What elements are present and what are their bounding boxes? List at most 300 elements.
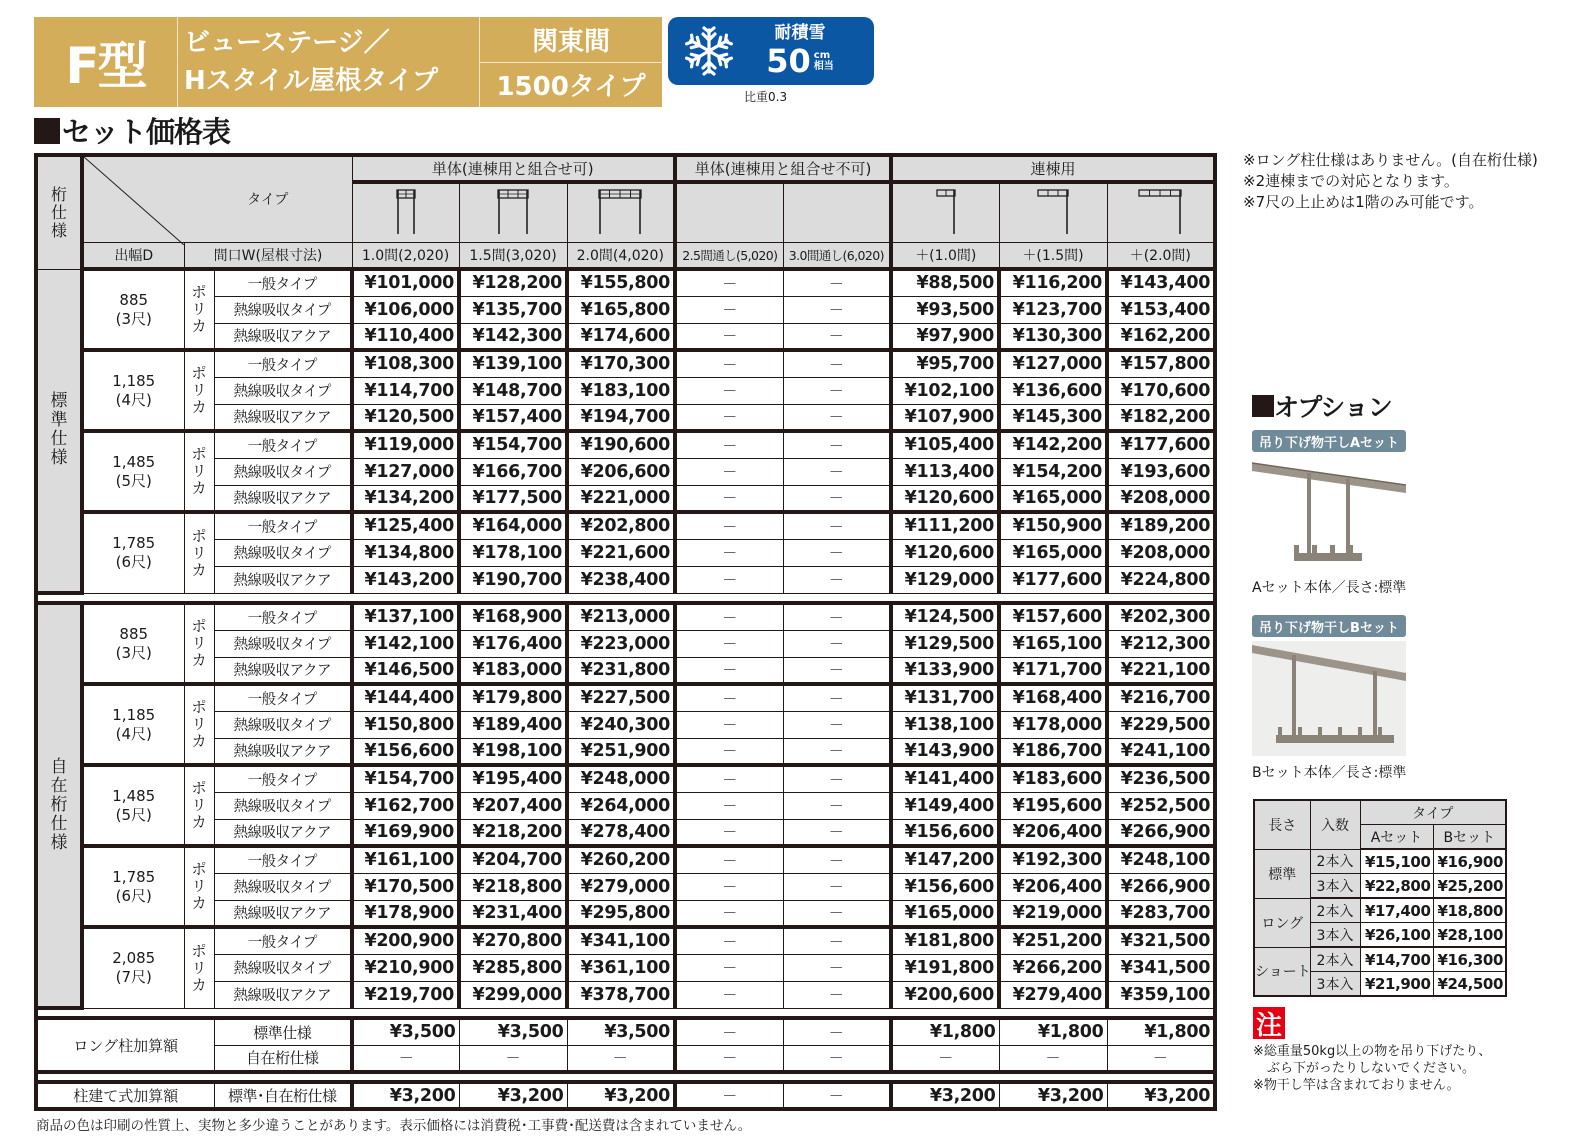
material-char: カ bbox=[191, 398, 207, 416]
price-cell: ¥142,300 bbox=[459, 323, 567, 350]
price-cell: － bbox=[675, 873, 783, 900]
option-price-table bbox=[1253, 799, 1507, 997]
table-row bbox=[36, 269, 1215, 296]
note-line: ※2連棟までの対応となります。 bbox=[1243, 172, 1459, 190]
price-cell: ¥189,400 bbox=[459, 711, 567, 738]
price-cell: ¥178,100 bbox=[459, 539, 567, 566]
material-cell bbox=[184, 603, 214, 684]
b-set-price: ¥16,900 bbox=[1433, 849, 1506, 874]
price-cell: ¥120,600 bbox=[891, 485, 999, 512]
price-cell: ¥241,100 bbox=[1107, 738, 1215, 765]
price-cell: － bbox=[675, 1045, 783, 1072]
price-cell: － bbox=[783, 792, 891, 819]
price-cell: － bbox=[675, 269, 783, 296]
column-label: ＋(1.5間) bbox=[999, 242, 1107, 269]
length-label: ショート bbox=[1254, 947, 1310, 996]
material-char: カ bbox=[191, 894, 207, 912]
price-cell: － bbox=[675, 1082, 783, 1109]
price-cell: ¥136,600 bbox=[999, 377, 1107, 404]
price-cell: ¥3,500 bbox=[352, 1018, 459, 1045]
material-char: カ bbox=[191, 560, 207, 579]
material-char: リ bbox=[191, 381, 207, 399]
price-cell: ¥224,800 bbox=[1107, 566, 1215, 593]
depth-cell bbox=[82, 512, 184, 593]
qty-label: 3本入 bbox=[1310, 972, 1360, 997]
price-cell: ¥88,500 bbox=[891, 269, 999, 296]
price-cell: ¥216,700 bbox=[1107, 684, 1215, 711]
note-line: ※7尺の上止めは1階のみ可能です。 bbox=[1243, 193, 1484, 211]
roof-type-label: 熱線吸収タイプ bbox=[214, 954, 352, 981]
price-cell: － bbox=[783, 1045, 891, 1072]
price-cell: ¥206,600 bbox=[567, 458, 675, 485]
length-header: 長さ bbox=[1254, 800, 1310, 849]
price-cell: ¥231,400 bbox=[459, 900, 567, 927]
span-spec bbox=[480, 17, 662, 107]
depth-cell bbox=[82, 431, 184, 512]
price-cell: ¥177,600 bbox=[1107, 431, 1215, 458]
depth-cell bbox=[82, 684, 184, 765]
b-set-price: ¥24,500 bbox=[1433, 972, 1506, 997]
price-cell: ¥278,400 bbox=[567, 819, 675, 846]
price-cell: ¥165,100 bbox=[999, 630, 1107, 657]
price-cell: － bbox=[675, 1018, 783, 1045]
depth-shaku: (4尺) bbox=[115, 390, 152, 409]
price-cell: ¥142,200 bbox=[999, 431, 1107, 458]
price-cell: ¥164,000 bbox=[459, 512, 567, 539]
price-cell: ¥153,400 bbox=[1107, 296, 1215, 323]
material-cell bbox=[184, 765, 214, 846]
price-cell: － bbox=[1107, 1045, 1215, 1072]
price-cell: － bbox=[459, 1045, 567, 1072]
price-cell: ¥161,100 bbox=[352, 846, 459, 873]
roof-type-label: 熱線吸収アクア bbox=[214, 738, 352, 765]
price-cell: ¥221,100 bbox=[1107, 657, 1215, 684]
material-char: リ bbox=[191, 462, 207, 480]
price-cell: ¥238,400 bbox=[567, 566, 675, 593]
section-title: セット価格表 bbox=[34, 110, 230, 151]
price-cell: ¥138,100 bbox=[891, 711, 999, 738]
price-cell: ¥137,100 bbox=[352, 603, 459, 630]
depth-shaku: (4尺) bbox=[115, 724, 152, 743]
price-cell: ¥125,400 bbox=[352, 512, 459, 539]
single-2-bay-frame-icon bbox=[567, 182, 675, 242]
price-cell: ¥150,900 bbox=[999, 512, 1107, 539]
material-char: カ bbox=[191, 732, 207, 750]
price-table bbox=[34, 153, 1217, 1111]
price-cell: ¥251,900 bbox=[567, 738, 675, 765]
price-cell: ¥270,800 bbox=[459, 927, 567, 954]
material-char: リ bbox=[191, 958, 207, 977]
qty-label: 2本入 bbox=[1310, 947, 1360, 972]
spec-label-char: 仕 bbox=[50, 814, 68, 834]
single-1.5-bay-frame-icon bbox=[459, 182, 567, 242]
b-set-price: ¥25,200 bbox=[1433, 874, 1506, 899]
depth-shaku: (6尺) bbox=[115, 553, 152, 572]
price-cell: ¥218,200 bbox=[459, 819, 567, 846]
price-cell: ¥147,200 bbox=[891, 846, 999, 873]
square-bullet-icon bbox=[34, 118, 60, 144]
price-cell: ¥105,400 bbox=[891, 431, 999, 458]
roof-type-label: 熱線吸収アクア bbox=[214, 981, 352, 1008]
spec-header-char: 桁 bbox=[50, 184, 67, 204]
material-cell bbox=[184, 512, 214, 593]
price-cell: ¥129,500 bbox=[891, 630, 999, 657]
price-cell: ¥174,600 bbox=[567, 323, 675, 350]
price-cell: ¥143,200 bbox=[352, 566, 459, 593]
depth-value: 1,485 bbox=[112, 452, 156, 471]
roof-type-label: 熱線吸収タイプ bbox=[214, 377, 352, 404]
option-b-caption: Bセット本体／長さ:標準 bbox=[1252, 765, 1407, 781]
depth-label: 出幅D bbox=[82, 242, 184, 269]
price-cell: ¥181,800 bbox=[891, 927, 999, 954]
price-cell: ¥134,200 bbox=[352, 485, 459, 512]
price-cell: ¥359,100 bbox=[1107, 981, 1215, 1008]
price-cell: ¥128,200 bbox=[459, 269, 567, 296]
depth-shaku: (5尺) bbox=[115, 805, 152, 824]
price-cell: － bbox=[675, 927, 783, 954]
price-cell: － bbox=[675, 404, 783, 431]
price-cell: ¥183,100 bbox=[567, 377, 675, 404]
note-line: ※ロング柱仕様はありません。(自在桁仕様) bbox=[1243, 151, 1538, 169]
price-cell: ¥93,500 bbox=[891, 296, 999, 323]
material-char: リ bbox=[191, 715, 207, 733]
price-cell: ¥295,800 bbox=[567, 900, 675, 927]
price-cell: ¥186,700 bbox=[999, 738, 1107, 765]
price-cell: ¥183,000 bbox=[459, 657, 567, 684]
price-cell: ¥206,400 bbox=[999, 873, 1107, 900]
depth-shaku: (3尺) bbox=[115, 309, 152, 328]
spec-header bbox=[36, 155, 82, 269]
price-cell: － bbox=[783, 603, 891, 630]
price-cell: － bbox=[675, 458, 783, 485]
depth-value: 885 bbox=[119, 624, 149, 643]
depth-cell bbox=[82, 927, 184, 1008]
material-cell bbox=[184, 684, 214, 765]
caution-text bbox=[1253, 1043, 1491, 1094]
qty-header: 入数 bbox=[1310, 800, 1360, 849]
price-cell: ¥227,500 bbox=[567, 684, 675, 711]
price-cell: － bbox=[675, 377, 783, 404]
price-cell: － bbox=[783, 684, 891, 711]
price-cell: － bbox=[783, 819, 891, 846]
roof-type-label: 熱線吸収タイプ bbox=[214, 539, 352, 566]
price-cell: ¥141,400 bbox=[891, 765, 999, 792]
roof-type-label: 熱線吸収アクア bbox=[214, 819, 352, 846]
qty-label: 2本入 bbox=[1310, 898, 1360, 923]
roof-type-label: 熱線吸収アクア bbox=[214, 900, 352, 927]
material-cell bbox=[184, 269, 214, 350]
spec-label-char: 桁 bbox=[50, 795, 68, 815]
price-cell: ¥131,700 bbox=[891, 684, 999, 711]
price-cell: ¥102,100 bbox=[891, 377, 999, 404]
price-cell: ¥200,900 bbox=[352, 927, 459, 954]
price-cell: ¥210,900 bbox=[352, 954, 459, 981]
series-label: 1500タイプ bbox=[480, 62, 662, 108]
price-cell: ¥321,500 bbox=[1107, 927, 1215, 954]
price-cell: － bbox=[783, 566, 891, 593]
price-cell: － bbox=[783, 873, 891, 900]
price-cell: ¥3,200 bbox=[1107, 1082, 1215, 1109]
spec-label-char: 様 bbox=[50, 833, 68, 853]
material-char: カ bbox=[191, 975, 207, 994]
depth-value: 1,785 bbox=[112, 534, 156, 553]
price-cell: ¥150,800 bbox=[352, 711, 459, 738]
price-cell: － bbox=[783, 846, 891, 873]
qty-label: 3本入 bbox=[1310, 874, 1360, 899]
depth-shaku: (5尺) bbox=[115, 471, 152, 490]
price-cell: ¥176,400 bbox=[459, 630, 567, 657]
material-cell bbox=[184, 927, 214, 1008]
column-group-row bbox=[36, 155, 1215, 182]
hanging-dryer-a-set-image bbox=[1252, 455, 1406, 575]
price-cell: ¥221,000 bbox=[567, 485, 675, 512]
price-cell: ¥208,000 bbox=[1107, 539, 1215, 566]
caution-line: ぶら下がったりしないでください。 bbox=[1267, 1061, 1476, 1076]
long-post-spec: 自在桁仕様 bbox=[214, 1045, 352, 1072]
option-header-row bbox=[1254, 800, 1506, 825]
price-cell: ¥127,000 bbox=[999, 350, 1107, 377]
material-cell bbox=[184, 350, 214, 431]
price-cell: － bbox=[783, 404, 891, 431]
roof-type-label: 熱線吸収アクア bbox=[214, 566, 352, 593]
a-set-header: Aセット bbox=[1360, 825, 1433, 850]
price-cell: ¥111,200 bbox=[891, 512, 999, 539]
material-char: ポ bbox=[191, 698, 207, 716]
price-cell: ¥123,700 bbox=[999, 296, 1107, 323]
price-cell: ¥130,300 bbox=[999, 323, 1107, 350]
price-cell: ¥195,400 bbox=[459, 765, 567, 792]
price-cell: ¥341,500 bbox=[1107, 954, 1215, 981]
price-cell: ¥202,300 bbox=[1107, 603, 1215, 630]
column-label: 2.5間通し(5,020) bbox=[675, 242, 783, 269]
price-cell: － bbox=[783, 630, 891, 657]
a-set-price: ¥26,100 bbox=[1360, 923, 1433, 948]
price-cell: ¥3,200 bbox=[567, 1082, 675, 1109]
price-cell: ¥170,300 bbox=[567, 350, 675, 377]
price-cell: ¥142,100 bbox=[352, 630, 459, 657]
price-cell: － bbox=[783, 485, 891, 512]
price-cell: ¥1,800 bbox=[891, 1018, 999, 1045]
price-cell: ¥378,700 bbox=[567, 981, 675, 1008]
column-label: 2.0間(4,020) bbox=[567, 242, 675, 269]
b-set-price: ¥18,800 bbox=[1433, 898, 1506, 923]
long-post-label: ロング柱加算額 bbox=[36, 1018, 214, 1072]
a-set-price: ¥22,800 bbox=[1360, 874, 1433, 899]
price-cell: － bbox=[999, 1045, 1107, 1072]
price-cell: ¥95,700 bbox=[891, 350, 999, 377]
price-cell: ¥162,200 bbox=[1107, 323, 1215, 350]
long-post-row bbox=[36, 1018, 1215, 1045]
price-cell: － bbox=[783, 1018, 891, 1045]
price-cell: － bbox=[675, 566, 783, 593]
depth-cell bbox=[82, 846, 184, 927]
price-cell: ¥219,700 bbox=[352, 981, 459, 1008]
a-set-price: ¥17,400 bbox=[1360, 898, 1433, 923]
snow-load-unit-note: 相当 bbox=[813, 61, 834, 72]
caution-line: ※物干し竿は含まれておりません。 bbox=[1253, 1078, 1460, 1093]
price-cell: ¥219,000 bbox=[999, 900, 1107, 927]
product-name-line2: Hスタイル屋根タイプ bbox=[184, 66, 438, 96]
material-char: リ bbox=[191, 634, 207, 652]
price-cell: － bbox=[675, 819, 783, 846]
material-cell bbox=[184, 431, 214, 512]
roof-type-label: 一般タイプ bbox=[214, 431, 352, 458]
price-cell: ¥157,800 bbox=[1107, 350, 1215, 377]
product-header bbox=[34, 17, 662, 107]
depth-value: 1,185 bbox=[112, 371, 156, 390]
price-cell: － bbox=[675, 603, 783, 630]
section-spacer bbox=[36, 1008, 1215, 1018]
price-cell: － bbox=[675, 711, 783, 738]
price-cell: ¥213,000 bbox=[567, 603, 675, 630]
price-cell: ¥106,000 bbox=[352, 296, 459, 323]
price-cell: ¥202,800 bbox=[567, 512, 675, 539]
depth-value: 1,785 bbox=[112, 867, 156, 886]
price-cell: － bbox=[783, 657, 891, 684]
price-cell: ¥248,000 bbox=[567, 765, 675, 792]
price-cell: ¥1,800 bbox=[1107, 1018, 1215, 1045]
roof-type-label: 一般タイプ bbox=[214, 269, 352, 296]
material-char: ポ bbox=[191, 283, 207, 301]
price-cell: － bbox=[783, 296, 891, 323]
depth-cell bbox=[82, 765, 184, 846]
column-label: ＋(1.0間) bbox=[891, 242, 999, 269]
spec-header-char: 仕 bbox=[50, 202, 67, 222]
price-cell: － bbox=[675, 900, 783, 927]
snow-load-label: 耐積雪 bbox=[774, 23, 826, 43]
material-char: カ bbox=[191, 651, 207, 669]
price-cell: － bbox=[675, 512, 783, 539]
b-set-price: ¥16,300 bbox=[1433, 947, 1506, 972]
single-1-bay-frame-icon bbox=[352, 182, 459, 242]
roof-type-label: 一般タイプ bbox=[214, 350, 352, 377]
price-cell: ¥154,700 bbox=[352, 765, 459, 792]
material-cell bbox=[184, 846, 214, 927]
price-cell: － bbox=[675, 765, 783, 792]
depth-shaku: (3尺) bbox=[115, 643, 152, 662]
price-cell: ¥155,800 bbox=[567, 269, 675, 296]
table-row bbox=[36, 765, 1215, 792]
price-cell: ¥154,700 bbox=[459, 431, 567, 458]
price-cell: ¥218,800 bbox=[459, 873, 567, 900]
linked-2-bay-frame-icon bbox=[1107, 182, 1215, 242]
price-cell: ¥168,400 bbox=[999, 684, 1107, 711]
price-cell: ¥169,900 bbox=[352, 819, 459, 846]
price-cell: － bbox=[783, 431, 891, 458]
price-cell: ¥231,800 bbox=[567, 657, 675, 684]
price-cell: ¥251,200 bbox=[999, 927, 1107, 954]
gravity-note: 比重0.3 bbox=[744, 90, 788, 104]
table-row bbox=[36, 431, 1215, 458]
price-cell: ¥240,300 bbox=[567, 711, 675, 738]
material-char: リ bbox=[191, 796, 207, 814]
price-cell: ¥279,400 bbox=[999, 981, 1107, 1008]
price-cell: ¥127,000 bbox=[352, 458, 459, 485]
spec-label-char: 様 bbox=[50, 448, 68, 469]
price-cell: ¥108,300 bbox=[352, 350, 459, 377]
depth-cell bbox=[82, 603, 184, 684]
price-cell: ¥113,400 bbox=[891, 458, 999, 485]
price-cell: － bbox=[783, 458, 891, 485]
caution-mark: 注 bbox=[1253, 1007, 1285, 1039]
price-cell: ¥135,700 bbox=[459, 296, 567, 323]
price-cell: ¥204,700 bbox=[459, 846, 567, 873]
price-cell: ¥157,600 bbox=[999, 603, 1107, 630]
price-cell: ¥177,600 bbox=[999, 566, 1107, 593]
price-cell: ¥146,500 bbox=[352, 657, 459, 684]
roof-type-label: 一般タイプ bbox=[214, 927, 352, 954]
price-cell: ¥134,800 bbox=[352, 539, 459, 566]
b-set-header: Bセット bbox=[1433, 825, 1506, 850]
price-cell: ¥162,700 bbox=[352, 792, 459, 819]
price-cell: － bbox=[783, 377, 891, 404]
model-label: F型 bbox=[34, 17, 178, 107]
column-label-row bbox=[36, 242, 1215, 269]
spec-header-char: 様 bbox=[50, 220, 67, 240]
spec-label-char: 仕 bbox=[50, 429, 68, 450]
price-cell: ¥171,700 bbox=[999, 657, 1107, 684]
square-bullet-icon bbox=[1252, 395, 1274, 417]
column-label: 3.0間通し(6,020) bbox=[783, 242, 891, 269]
price-cell: ¥165,000 bbox=[999, 539, 1107, 566]
option-row bbox=[1254, 947, 1506, 972]
spec-label-char: 自 bbox=[50, 757, 68, 777]
price-cell: ¥166,700 bbox=[459, 458, 567, 485]
price-cell: ¥119,000 bbox=[352, 431, 459, 458]
roof-type-label: 熱線吸収アクア bbox=[214, 485, 352, 512]
depth-shaku: (7尺) bbox=[115, 968, 152, 987]
price-cell: ¥120,600 bbox=[891, 539, 999, 566]
price-cell: ¥193,600 bbox=[1107, 458, 1215, 485]
post-standing-label: 柱建て式加算額 bbox=[36, 1082, 214, 1109]
price-cell: ¥361,100 bbox=[567, 954, 675, 981]
roof-type-label: 一般タイプ bbox=[214, 512, 352, 539]
material-char: カ bbox=[191, 317, 207, 335]
column-label: ＋(2.0間) bbox=[1107, 242, 1215, 269]
table-row bbox=[36, 846, 1215, 873]
span-label: 関東間 bbox=[531, 26, 610, 57]
material-char: カ bbox=[191, 479, 207, 497]
price-cell: ¥178,000 bbox=[999, 711, 1107, 738]
material-char: ポ bbox=[191, 617, 207, 635]
type-header: タイプ bbox=[1360, 800, 1506, 825]
price-cell: ¥3,200 bbox=[352, 1082, 459, 1109]
linked-1-bay-frame-icon bbox=[891, 182, 999, 242]
price-cell: － bbox=[675, 738, 783, 765]
price-cell: ¥129,000 bbox=[891, 566, 999, 593]
price-cell: － bbox=[675, 981, 783, 1008]
price-cell: ¥177,500 bbox=[459, 485, 567, 512]
price-cell: ¥341,100 bbox=[567, 927, 675, 954]
material-char: ポ bbox=[191, 526, 207, 545]
price-cell: ¥279,000 bbox=[567, 873, 675, 900]
material-char: リ bbox=[191, 300, 207, 318]
price-cell: ¥120,500 bbox=[352, 404, 459, 431]
linked-1.5-bay-frame-icon bbox=[999, 182, 1107, 242]
price-cell: ¥156,600 bbox=[891, 819, 999, 846]
price-cell: ¥143,900 bbox=[891, 738, 999, 765]
column-group-header: 連棟用 bbox=[891, 155, 1215, 182]
price-cell: ¥170,500 bbox=[352, 873, 459, 900]
material-char: リ bbox=[191, 877, 207, 895]
price-cell: － bbox=[783, 954, 891, 981]
price-cell: ¥206,400 bbox=[999, 819, 1107, 846]
material-char: ポ bbox=[191, 860, 207, 878]
section-spacer bbox=[36, 1072, 1215, 1082]
price-cell: ¥3,200 bbox=[999, 1082, 1107, 1109]
depth-value: 1,485 bbox=[112, 786, 156, 805]
price-cell: － bbox=[783, 738, 891, 765]
